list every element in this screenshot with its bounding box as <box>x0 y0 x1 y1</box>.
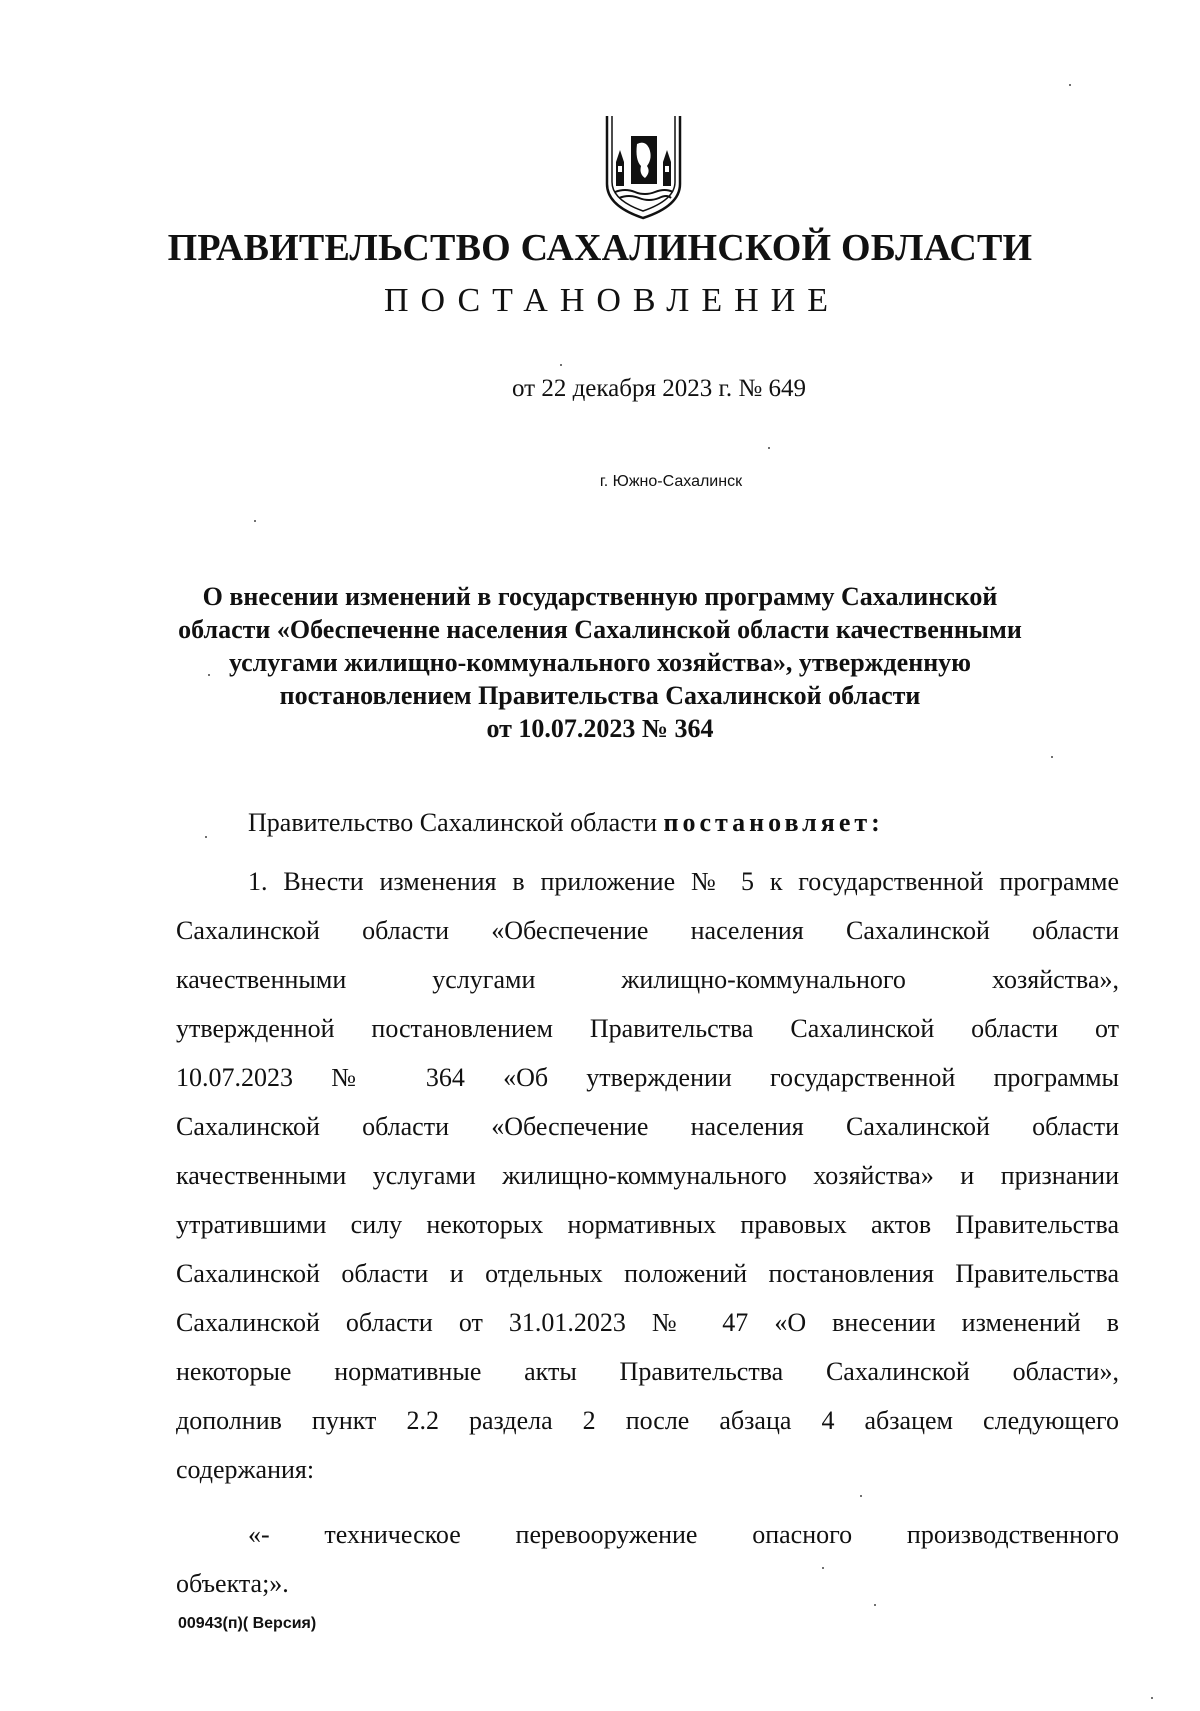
body-line: содержания: <box>176 1455 315 1484</box>
preamble <box>248 808 884 838</box>
subject-line: О внесении изменений в государственную программу Сахалинской <box>202 582 998 611</box>
body-line: утратившими силу некоторых нормативных правовых актов Правительства <box>176 1210 1119 1239</box>
document-type: ПОСТАНОВЛЕНИЕ <box>383 282 841 319</box>
body-line: Сахалинской области и отдельных положений постановления Правительства <box>176 1259 1119 1288</box>
quoted-amendment <box>176 1510 1119 1608</box>
preamble-verb: постановляет: <box>663 808 884 837</box>
body-line: Сахалинской области «Обеспечение населения Сахалинской области <box>176 916 1119 945</box>
subject-line: постановлением Правительства Сахалинской области <box>279 681 921 710</box>
body-line: 1. Внести изменения в приложение № 5 к государственной программе <box>248 867 1119 896</box>
scan-speck <box>822 1567 824 1569</box>
subject-line: услугами жилищно-коммунального хозяйства», утвержденную <box>228 648 972 677</box>
scan-speck <box>874 1604 876 1606</box>
document-city: г. Южно-Сахалинск <box>599 473 743 490</box>
body-line: 10.07.2023 № 364 «Об утверждении государственной программы <box>176 1063 1119 1092</box>
scan-speck <box>768 447 770 449</box>
subject-line: от 10.07.2023 № 364 <box>486 714 714 743</box>
scan-speck <box>205 836 207 838</box>
body-line: Сахалинской области от 31.01.2023 № 47 «О внесении изменений в <box>176 1308 1119 1337</box>
body-line: качественными услугами жилищно-коммунального хозяйства», <box>176 965 1119 994</box>
preamble-text: Правительство Сахалинской области <box>248 808 664 837</box>
quote-line: объекта;». <box>176 1569 289 1598</box>
scan-speck <box>1051 756 1053 758</box>
body-line: дополнив пункт 2.2 раздела 2 после абзаца 4 абзацем следующего <box>176 1406 1119 1435</box>
scan-speck <box>254 520 256 522</box>
scan-speck <box>208 674 210 676</box>
body-line: утвержденной постановлением Правительства Сахалинской области от <box>176 1014 1119 1043</box>
government-title: ПРАВИТЕЛЬСТВО САХАЛИНСКОЙ ОБЛАСТИ <box>167 227 1033 269</box>
scan-speck <box>1151 1697 1153 1699</box>
scan-speck <box>1069 84 1071 86</box>
subject-line: области «Обеспеченне населения Сахалинской области качественными <box>178 615 1022 644</box>
body-line: качественными услугами жилищно-коммунального хозяйства» и признании <box>176 1161 1119 1190</box>
scan-speck <box>560 364 562 366</box>
body-paragraph <box>176 857 1119 1494</box>
body-line: некоторые нормативные акты Правительства Сахалинской области», <box>176 1357 1119 1386</box>
quote-line: «- техническое перевооружение опасного производственного <box>248 1520 1119 1549</box>
sakhalin-coat-of-arms-icon <box>601 114 686 220</box>
footer-version-code: 00943(п)( Версия) <box>178 1615 317 1632</box>
body-line: Сахалинской области «Обеспечение населения Сахалинской области <box>176 1112 1119 1141</box>
scan-speck <box>860 1495 862 1497</box>
document-date-number: от 22 декабря 2023 г. № 649 <box>511 375 807 402</box>
document-subject <box>150 580 1050 745</box>
